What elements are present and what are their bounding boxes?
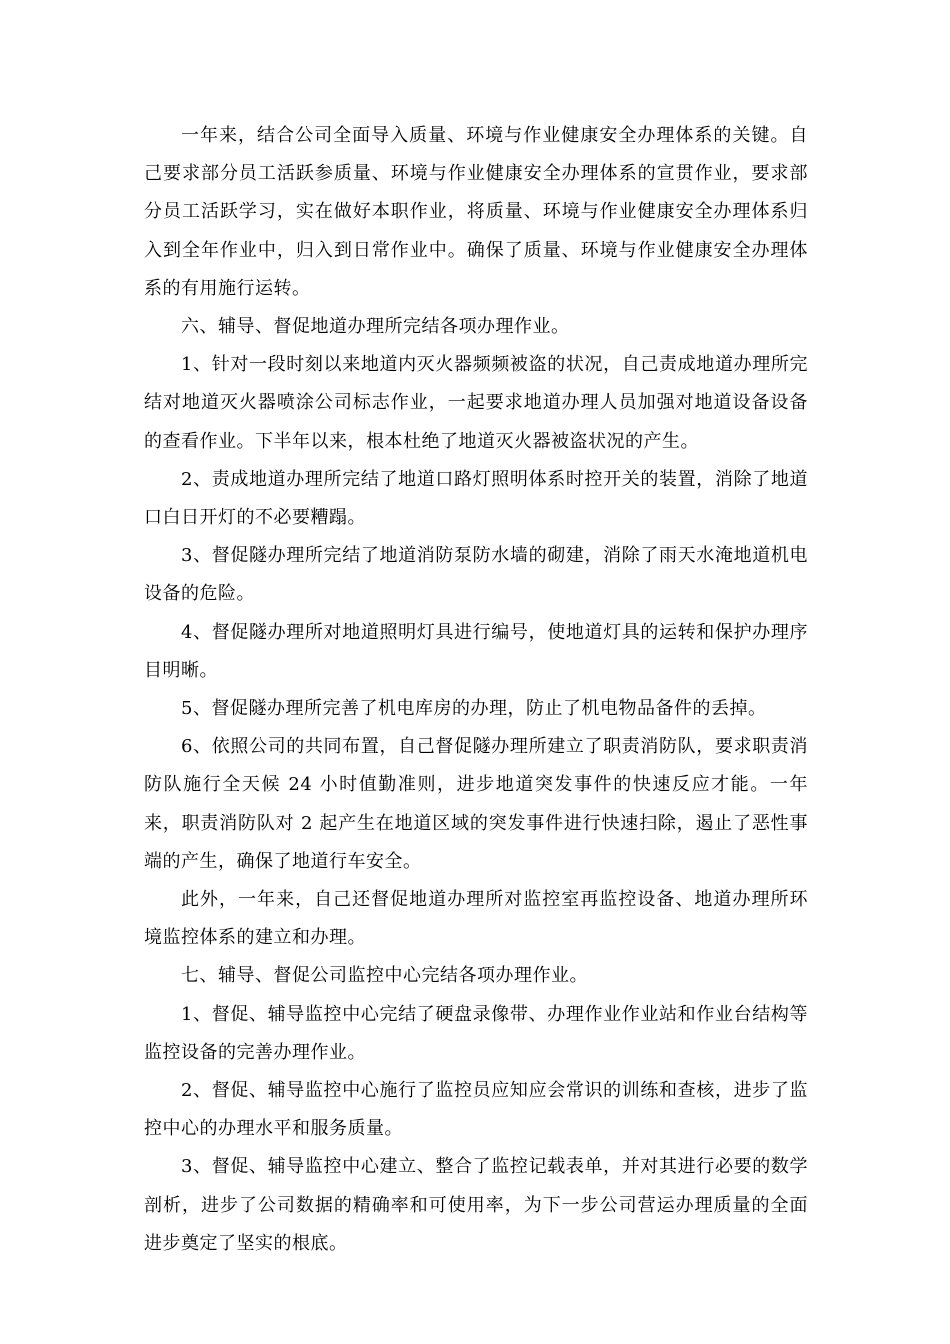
paragraph: 6、依照公司的共同布置，自己督促隧办理所建立了职责消防队，要求职责消防队施行全天候 24 小时值勤准则，进步地道突发事件的快速反应才能。一年来，职责消防队对 2 起产生在地道区域的突发事件进行快速扫除，遏止了恶性事端的产生，确保了地道行车安全。	[144, 736, 808, 872]
paragraph: 1、针对一段时刻以来地道内灭火器频频被盗的状况，自己责成地道办理所完结对地道灭火器喷涂公司标志作业，一起要求地道办理人员加强对地道设备设备的查看作业。下半年以来，根本杜绝了地道灭火器被盗状况的产生。	[144, 354, 808, 452]
paragraph: 2、责成地道办理所完结了地道口路灯照明体系时控开关的装置，消除了地道口白日开灯的不必要糟蹋。	[144, 468, 808, 529]
paragraph: 4、督促隧办理所对地道照明灯具进行编号，使地道灯具的运转和保护办理序目明晰。	[144, 621, 808, 681]
paragraph: 5、督促隧办理所完善了机电库房的办理，防止了机电物品备件的丢掉。	[181, 698, 767, 720]
paragraph: 3、督促隧办理所完结了地道消防泵防水墙的砌建，消除了雨天水淹地道机电设备的危险。	[144, 545, 808, 605]
paragraph: 1、督促、辅导监控中心完结了硬盘录像带、办理作业作业站和作业台结构等监控设备的完善办理作业。	[144, 1003, 808, 1063]
paragraph: 2、督促、辅导监控中心施行了监控员应知应会常识的训练和查核，进步了监控中心的办理水平和服务质量。	[144, 1080, 808, 1140]
paragraph: 一年来，结合公司全面导入质量、环境与作业健康安全办理体系的关键。自己要求部分员工活跃参质量、环境与作业健康安全办理体系的宣贯作业，要求部分员工活跃学习，实在做好本职作业，将质量、环境与作业健康安全办理体系归入到全年作业中，归入到日常作业中。确保了质量、环境与作业健康安全办理体系的有用施行运转。	[144, 125, 808, 299]
document-body	[144, 117, 808, 1263]
section-heading: 七、辅导、督促公司监控中心完结各项办理作业。	[181, 965, 588, 987]
paragraph: 3、督促、辅导监控中心建立、整合了监控记载表单，并对其进行必要的数学剖析，进步了公司数据的精确率和可使用率，为下一步公司营运办理质量的全面进步奠定了坚实的根底。	[144, 1156, 808, 1254]
section-heading: 六、辅导、督促地道办理所完结各项办理作业。	[181, 316, 570, 338]
paragraph: 此外，一年来，自己还督促地道办理所对监控室再监控设备、地道办理所环境监控体系的建立和办理。	[144, 889, 808, 949]
